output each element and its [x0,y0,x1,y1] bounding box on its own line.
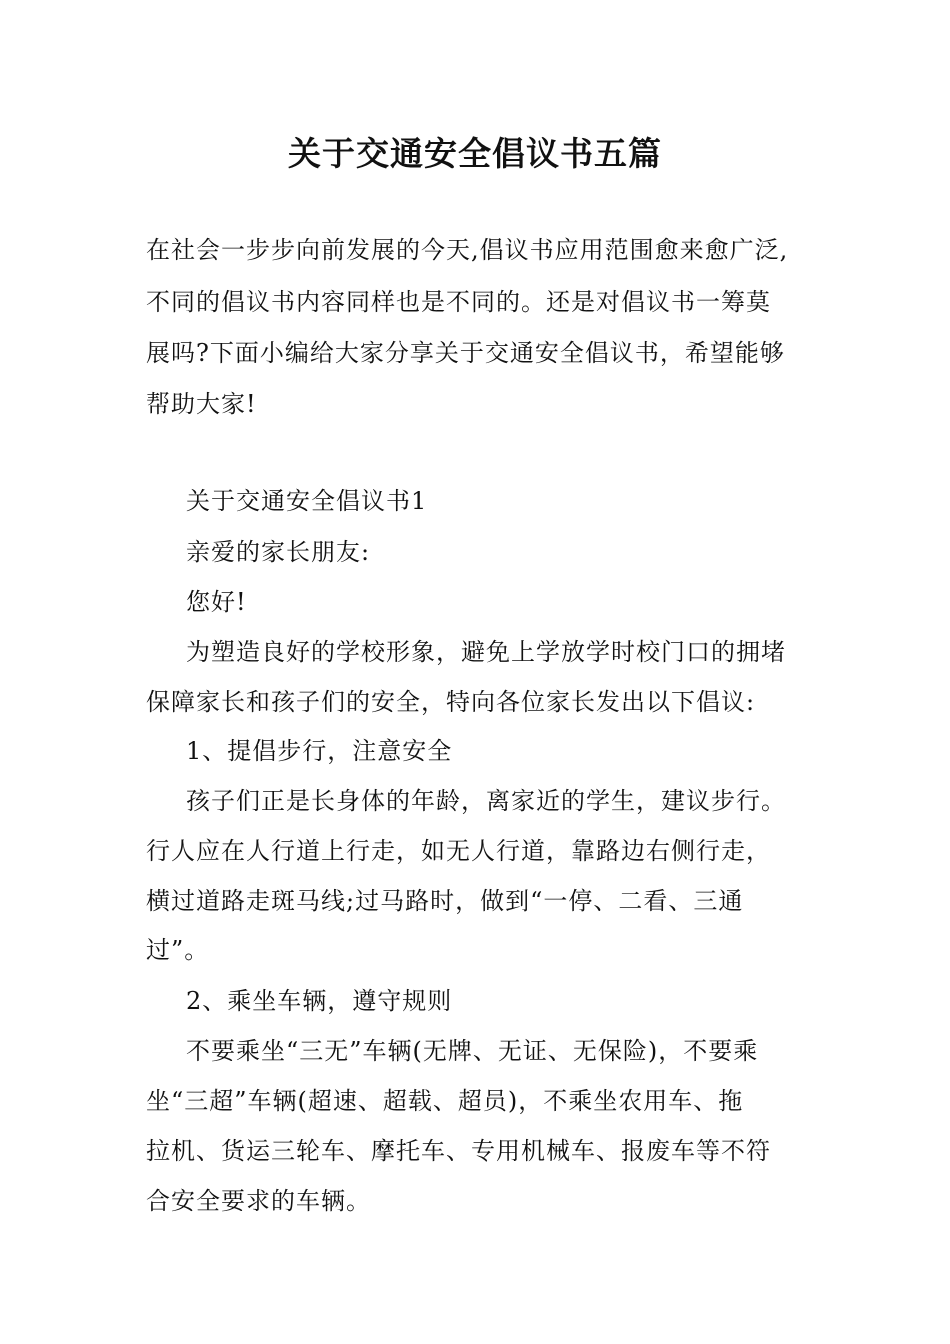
item-1-line-4: 过”。 [146,936,210,964]
item-1-line-3: 横过道路走斑马线;过马路时，做到“一停、二看、三通 [146,887,744,915]
salutation: 亲爱的家长朋友: [186,538,371,566]
purpose-line-1: 为塑造良好的学校形象，避免上学放学时校门口的拥堵 [186,638,786,666]
item-2-title: 2、乘坐车辆，遵守规则 [186,987,453,1015]
section-heading: 关于交通安全倡议书1 [186,487,428,515]
item-2-line-4: 合安全要求的车辆。 [146,1187,371,1215]
item-2-line-3: 拉机、货运三轮车、摩托车、专用机械车、报废车等不符 [146,1137,771,1165]
item-1-line-1: 孩子们正是长身体的年龄，离家近的学生，建议步行。 [186,787,786,815]
greeting: 您好! [186,588,247,616]
item-2-line-1: 不要乘坐“三无”车辆(无牌、无证、无保险)，不要乘 [186,1037,759,1065]
intro-line-3: 展吗?下面小编给大家分享关于交通安全倡议书，希望能够 [146,339,785,367]
item-1-title: 1、提倡步行，注意安全 [186,737,453,765]
item-2-line-2: 坐“三超”车辆(超速、超载、超员)，不乘坐农用车、拖 [146,1087,744,1115]
intro-line-2: 不同的倡议书内容同样也是不同的。还是对倡议书一筹莫 [146,288,771,316]
intro-line-1: 在社会一步步向前发展的今天,倡议书应用范围愈来愈广泛, [146,236,789,264]
item-1-line-2: 行人应在人行道上行走，如无人行道，靠路边右侧行走， [146,837,771,865]
intro-line-4: 帮助大家! [146,390,257,418]
purpose-line-2: 保障家长和孩子们的安全，特向各位家长发出以下倡议: [146,688,756,716]
document-title: 关于交通安全倡议书五篇 [288,134,662,173]
